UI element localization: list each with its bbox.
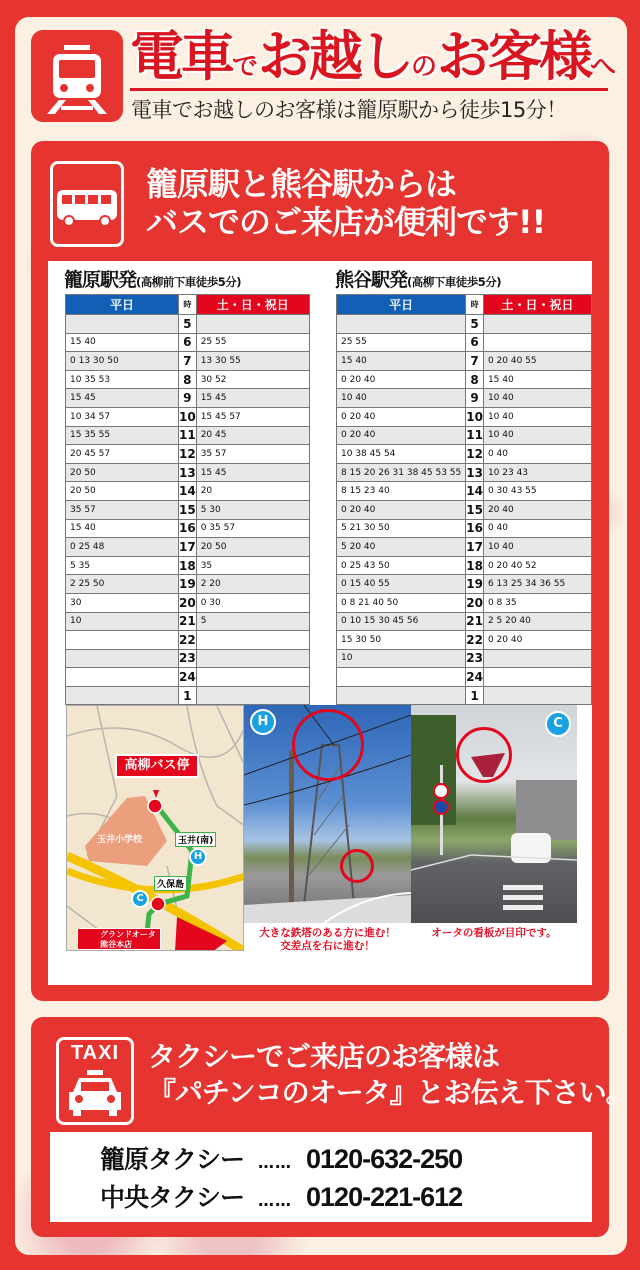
train-icon [31, 30, 123, 122]
weekend-times [483, 686, 591, 705]
timetable-row [337, 556, 592, 575]
weekday-times: 15 40 [66, 519, 179, 538]
timetable-row [66, 445, 310, 464]
weekend-times [483, 649, 591, 668]
weekday-times: 5 20 40 [337, 538, 466, 557]
hour-cell: 9 [179, 389, 197, 408]
weekday-times: 20 45 57 [66, 445, 179, 464]
weekday-times [66, 649, 179, 668]
weekend-times: 5 30 [196, 500, 309, 519]
taxi-icon-label: TAXI [70, 1042, 120, 1064]
weekday-times: 0 15 40 55 [337, 575, 466, 594]
weekday-times [66, 315, 179, 334]
hour-cell: 17 [179, 538, 197, 557]
weekday-times: 10 35 53 [66, 370, 179, 389]
hour-cell: 7 [466, 352, 484, 371]
weekend-times: 20 [196, 482, 309, 501]
photo-caption-h [244, 927, 411, 953]
caption-line1: 大きな鉄塔のある方に進む！ [259, 927, 396, 939]
hour-cell: 8 [466, 370, 484, 389]
weekend-times [196, 315, 309, 334]
hour-cell: 1 [466, 686, 484, 705]
col-weekday: 平日 [337, 295, 466, 315]
station-name: 籠原駅発 [64, 269, 137, 291]
timetable-row [337, 686, 592, 705]
hour-cell: 5 [179, 315, 197, 334]
weekend-times: 13 30 55 [196, 352, 309, 371]
weekend-times: 10 40 [483, 389, 591, 408]
weekend-times: 30 52 [196, 370, 309, 389]
weekend-times: 0 40 [483, 519, 591, 538]
weekend-times: 10 40 [483, 407, 591, 426]
highlight-circle [340, 849, 374, 883]
timetable-area [48, 261, 592, 985]
timetable-row [337, 500, 592, 519]
timetable-row [66, 556, 310, 575]
timetable-row [337, 612, 592, 631]
station-title-kagohara [64, 265, 241, 292]
weekend-times [196, 631, 309, 650]
col-hour: 時 [179, 295, 197, 315]
weekday-times: 0 20 40 [337, 426, 466, 445]
weekend-times: 0 20 40 52 [483, 556, 591, 575]
weekend-times: 0 20 40 [483, 631, 591, 650]
route-map [66, 705, 244, 951]
timetable-row [66, 426, 310, 445]
hour-cell: 16 [179, 519, 197, 538]
caption-line2: 交差点を右に進む！ [280, 940, 375, 952]
hour-cell: 23 [466, 649, 484, 668]
weekday-times: 10 38 45 54 [337, 445, 466, 464]
bus-section [31, 141, 609, 1001]
weekday-times: 10 40 [337, 389, 466, 408]
hour-cell: 23 [179, 649, 197, 668]
hour-cell: 17 [466, 538, 484, 557]
hour-cell: 11 [466, 426, 484, 445]
weekend-times: 35 [196, 556, 309, 575]
timetable-kumagaya [336, 294, 592, 705]
hour-cell: 13 [466, 463, 484, 482]
hour-cell: 10 [466, 407, 484, 426]
photo-signboard [411, 705, 577, 923]
photo-marker-h: H [250, 709, 276, 735]
weekday-times: 0 20 40 [337, 500, 466, 519]
hour-cell: 15 [466, 500, 484, 519]
weekend-times: 5 [196, 612, 309, 631]
weekday-times: 25 55 [337, 333, 466, 352]
school-label: 玉井小学校 [97, 835, 143, 845]
timetable-row [66, 612, 310, 631]
weekend-times: 25 55 [196, 333, 309, 352]
weekend-times: 2 5 20 40 [483, 612, 591, 631]
hour-cell: 8 [179, 370, 197, 389]
timetable-row [337, 538, 592, 557]
weekday-times: 8 15 20 26 31 38 45 53 55 [337, 463, 466, 482]
timetable-row [337, 575, 592, 594]
title-part: で [232, 52, 259, 82]
timetable-row [66, 575, 310, 594]
weekday-times: 15 35 55 [66, 426, 179, 445]
page-subtitle: 電車でお越しのお客様は籠原駅から徒歩15分！ [131, 98, 567, 122]
taxi-company-name: 籠原タクシー [100, 1145, 245, 1174]
weekend-times: 20 40 [483, 500, 591, 519]
weekend-times: 0 35 57 [196, 519, 309, 538]
taxi-heading-line1: タクシーでご来店のお客様は [148, 1040, 500, 1073]
timetable-row [337, 426, 592, 445]
bus-heading-line2: バスでのご来店が便利です!! [146, 203, 546, 241]
taxi-section [31, 1017, 633, 1237]
hour-cell: 19 [179, 575, 197, 594]
hour-cell: 24 [466, 668, 484, 687]
station-note: (高柳前下車徒歩5分) [136, 275, 242, 289]
station-name: 熊谷駅発 [335, 269, 408, 291]
timetable-row [66, 500, 310, 519]
timetable-row [337, 333, 592, 352]
title-part: の [411, 52, 438, 82]
timetable-row [337, 519, 592, 538]
waypoint-label-tamai: 玉井(南) [175, 832, 216, 847]
weekday-times: 10 34 57 [66, 407, 179, 426]
title-part: へ [590, 52, 617, 82]
hour-cell: 10 [179, 407, 197, 426]
timetable-row [66, 631, 310, 650]
taxi-icon [56, 1037, 134, 1125]
taxi-company-row [100, 1140, 462, 1176]
hour-cell: 14 [466, 482, 484, 501]
hour-cell: 21 [466, 612, 484, 631]
timetable-row [66, 463, 310, 482]
timetable-row [337, 315, 592, 334]
timetable-row [66, 668, 310, 687]
hour-cell: 20 [466, 593, 484, 612]
weekday-times: 8 15 23 40 [337, 482, 466, 501]
weekday-times: 20 50 [66, 463, 179, 482]
hour-cell: 12 [466, 445, 484, 464]
weekday-times: 10 [337, 649, 466, 668]
hour-cell: 18 [179, 556, 197, 575]
weekday-times: 0 25 48 [66, 538, 179, 557]
timetable-row [66, 407, 310, 426]
store-label [77, 928, 161, 950]
timetable-row [337, 482, 592, 501]
weekend-times [483, 315, 591, 334]
weekend-times [483, 668, 591, 687]
hour-cell: 9 [466, 389, 484, 408]
hour-cell: 1 [179, 686, 197, 705]
photo-steel-tower [244, 705, 411, 923]
weekday-times [337, 686, 466, 705]
taxi-heading [148, 1039, 633, 1111]
taxi-heading-line2: 『パチンコのオータ』とお伝え下さい。 [148, 1076, 633, 1109]
store-label-line2: 熊谷本店 [100, 940, 132, 949]
timetable-row [66, 482, 310, 501]
weekday-times: 15 30 50 [337, 631, 466, 650]
hour-cell: 11 [179, 426, 197, 445]
timetable-row [66, 352, 310, 371]
bus-icon [50, 161, 124, 247]
weekend-times: 10 40 [483, 538, 591, 557]
weekend-times [196, 668, 309, 687]
station-title-kumagaya [335, 265, 501, 292]
hour-cell: 6 [466, 333, 484, 352]
bus-heading-line1: 籠原駅と熊谷駅からは [146, 165, 457, 203]
hour-cell: 22 [466, 631, 484, 650]
weekday-times: 35 57 [66, 500, 179, 519]
hour-cell: 5 [466, 315, 484, 334]
weekend-times: 6 13 25 34 36 55 [483, 575, 591, 594]
highlight-circle [292, 709, 364, 781]
title-part: お越し [258, 25, 412, 88]
timetable-row [66, 315, 310, 334]
timetable-row [337, 631, 592, 650]
weekday-times: 0 13 30 50 [66, 352, 179, 371]
hour-cell: 14 [179, 482, 197, 501]
timetable-row [337, 593, 592, 612]
weekend-times [196, 686, 309, 705]
hour-cell: 18 [466, 556, 484, 575]
hour-cell: 6 [179, 333, 197, 352]
weekend-times: 0 8 35 [483, 593, 591, 612]
highlight-circle [456, 727, 512, 783]
timetable-kagohara [65, 294, 310, 705]
timetable-row [66, 333, 310, 352]
col-hour: 時 [466, 295, 484, 315]
store-label-line1: グランドオータ [100, 930, 156, 939]
timetable-row [66, 370, 310, 389]
hour-cell: 16 [466, 519, 484, 538]
weekend-times: 0 30 [196, 593, 309, 612]
weekend-times: 0 40 [483, 445, 591, 464]
leader-dots: …… [258, 1191, 293, 1210]
weekend-times: 15 45 [196, 463, 309, 482]
weekday-times [66, 631, 179, 650]
weekday-times: 0 25 43 50 [337, 556, 466, 575]
weekday-times [66, 686, 179, 705]
col-weekend: 土・日・祝日 [483, 295, 591, 315]
col-weekday: 平日 [66, 295, 179, 315]
timetable-row [337, 389, 592, 408]
weekday-times: 20 50 [66, 482, 179, 501]
timetable-row [337, 668, 592, 687]
weekday-times: 2 25 50 [66, 575, 179, 594]
weekday-times: 5 35 [66, 556, 179, 575]
hour-cell: 15 [179, 500, 197, 519]
weekend-times: 2 20 [196, 575, 309, 594]
timetable-row [66, 686, 310, 705]
weekday-times: 15 40 [337, 352, 466, 371]
weekday-times: 15 45 [66, 389, 179, 408]
weekend-times: 10 40 [483, 426, 591, 445]
hour-cell: 20 [179, 593, 197, 612]
weekend-times: 15 40 [483, 370, 591, 389]
weekend-times [196, 649, 309, 668]
weekend-times [483, 333, 591, 352]
timetable-row [337, 649, 592, 668]
timetable-row [337, 463, 592, 482]
timetable-row [337, 445, 592, 464]
timetable-row [337, 352, 592, 371]
timetable-row [66, 538, 310, 557]
timetable-row [66, 593, 310, 612]
weekday-times: 0 20 40 [337, 370, 466, 389]
weekday-times: 0 20 40 [337, 407, 466, 426]
timetable-row [337, 407, 592, 426]
taxi-contact-list [50, 1132, 592, 1222]
hour-cell: 21 [179, 612, 197, 631]
weekday-times: 0 10 15 30 45 56 [337, 612, 466, 631]
hour-cell: 7 [179, 352, 197, 371]
timetable-row [337, 370, 592, 389]
hour-cell: 22 [179, 631, 197, 650]
page-title [130, 22, 630, 92]
weekend-times: 0 30 43 55 [483, 482, 591, 501]
title-part: 電車 [130, 25, 232, 88]
weekday-times [337, 315, 466, 334]
weekend-times: 10 23 43 [483, 463, 591, 482]
weekday-times: 30 [66, 593, 179, 612]
weekday-times: 0 8 21 40 50 [337, 593, 466, 612]
title-divider [130, 88, 608, 91]
map-marker-c: C [131, 890, 149, 908]
weekend-times: 20 50 [196, 538, 309, 557]
leader-dots: …… [258, 1153, 293, 1172]
weekend-times: 35 57 [196, 445, 309, 464]
weekday-times [66, 668, 179, 687]
photo-caption-c: オータの看板が目印です。 [431, 927, 557, 939]
timetable-row [66, 389, 310, 408]
waypoint-label-kubojima: 久保島 [154, 876, 187, 891]
taxi-phone-number[interactable]: 0120-632-250 [306, 1144, 463, 1174]
weekday-times: 5 21 30 50 [337, 519, 466, 538]
bus-heading [146, 165, 545, 241]
col-weekend: 土・日・祝日 [196, 295, 309, 315]
map-marker-h: H [189, 848, 207, 866]
weekend-times: 15 45 [196, 389, 309, 408]
photo-marker-c: C [545, 711, 571, 737]
weekend-times: 20 45 [196, 426, 309, 445]
hour-cell: 24 [179, 668, 197, 687]
hour-cell: 12 [179, 445, 197, 464]
weekend-times: 15 45 57 [196, 407, 309, 426]
weekday-times [337, 668, 466, 687]
timetable-row [66, 649, 310, 668]
weekday-times: 15 40 [66, 333, 179, 352]
weekend-times: 0 20 40 55 [483, 352, 591, 371]
taxi-company-row [100, 1178, 462, 1214]
taxi-phone-number[interactable]: 0120-221-612 [306, 1182, 463, 1212]
hour-cell: 13 [179, 463, 197, 482]
hour-cell: 19 [466, 575, 484, 594]
taxi-company-name: 中央タクシー [100, 1183, 245, 1212]
title-part: お客様 [437, 25, 591, 88]
timetable-row [66, 519, 310, 538]
bus-stop-label: 高柳バス停 [115, 754, 199, 778]
weekday-times: 10 [66, 612, 179, 631]
station-note: (高柳下車徒歩5分) [407, 275, 502, 289]
